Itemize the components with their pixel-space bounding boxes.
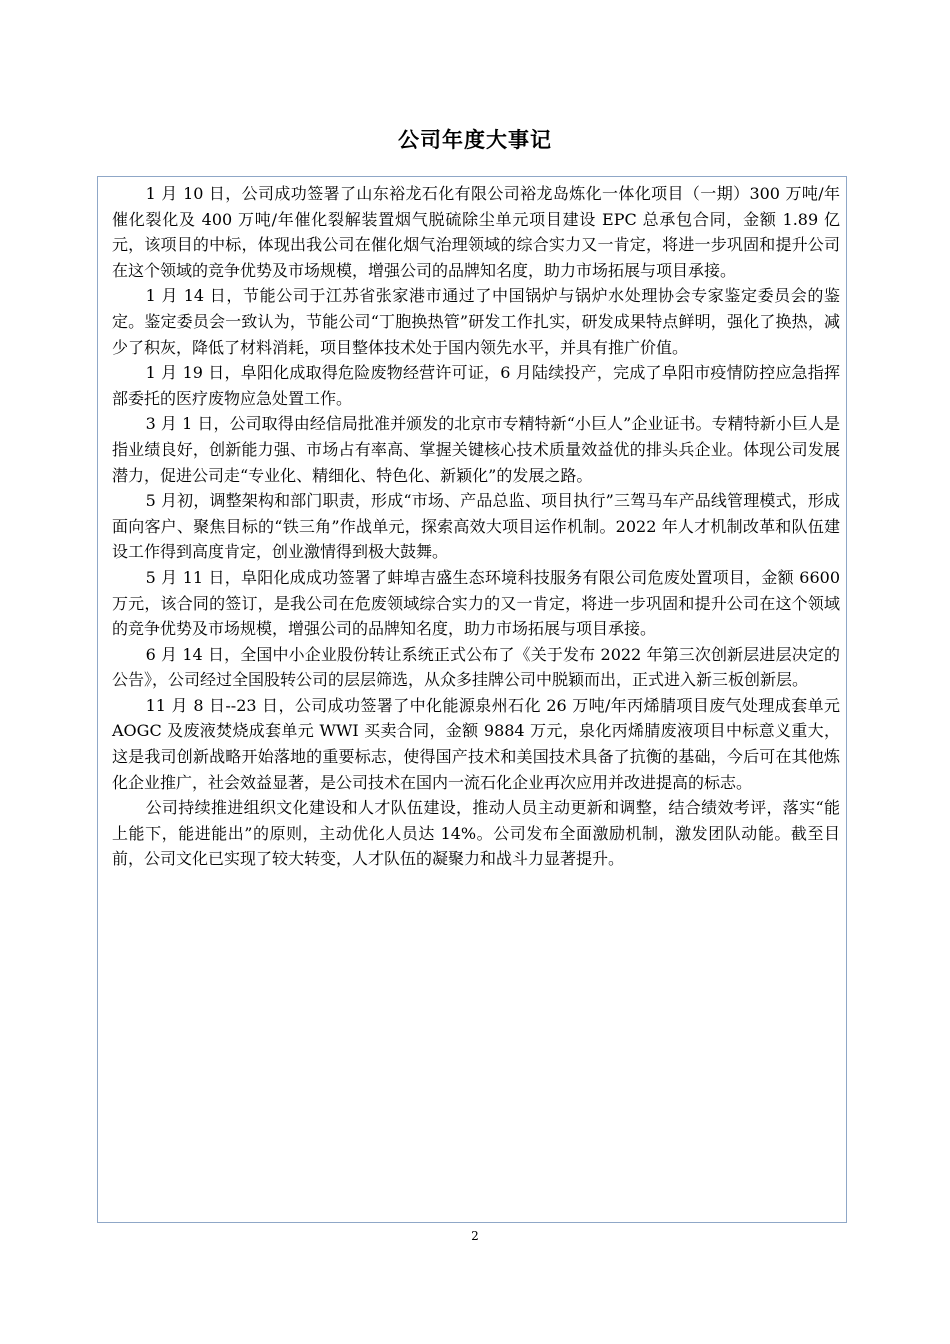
- event-paragraph-mar-1: 3 月 1 日，公司取得由经信局批准并颁发的北京市专精特新“小巨人”企业证书。专精特新小巨人是指业绩良好，创新能力强、市场占有率高、掌握关键核心技术质量效益优的排头兵企业。体现公司发展潜力，促进公司走“专业化、精细化、特色化、新颖化”的发展之路。: [112, 414, 840, 485]
- event-paragraph-nov-8: 11 月 8 日--23 日，公司成功签署了中化能源泉州石化 26 万吨/年丙烯腈项目废气处理成套单元 AOGC 及废液焚烧成套单元 WWI 买卖合同，金额 9884 万元，泉化丙烯腈废液项目中标意义重大，这是我司创新战略开始落地的重要标志，使得国产技术和美国技术具备了抗衡的基础，今后可在其他炼化企业推广，社会效益显著，是公司技术在国内一流石化企业再次应用并改进提高的标志。: [112, 695, 840, 792]
- event-paragraph-jan-10: 1 月 10 日，公司成功签署了山东裕龙石化有限公司裕龙岛炼化一体化项目（一期）300 万吨/年催化裂化及 400 万吨/年催化裂解装置烟气脱硫除尘单元项目建设 EPC 总承包合同，金额 1.89 亿元，该项目的中标，体现出我公司在催化烟气治理领域的综合实力又一肯定，将进一步巩固和提升公司在这个领域的竞争优势及市场规模，增强公司的品牌知名度，助力市场拓展与项目承接。: [112, 184, 840, 280]
- event-paragraph-jan-19: 1 月 19 日，阜阳化成取得危险废物经营许可证，6 月陆续投产，完成了阜阳市疫情防控应急指挥部委托的医疗废物应急处置工作。: [112, 363, 840, 408]
- event-paragraph-jun-14: 6 月 14 日，全国中小企业股份转让系统正式公布了《关于发布 2022 年第三次创新层进层决定的公告》，公司经过全国股转公司的层层筛选，从众多挂牌公司中脱颖而出，正式进入新三板创新层。: [112, 644, 840, 690]
- event-paragraph-may-11: 5 月 11 日，阜阳化成成功签署了蚌埠吉盛生态环境科技服务有限公司危废处置项目，金额 6600 万元，该合同的签订，是我公司在危废领域综合实力的又一肯定，将进一步巩固和提升公司在这个领域的竞争优势及市场规模，增强公司的品牌知名度，助力市场拓展与项目承接。: [112, 567, 840, 639]
- events-content-box: [97, 176, 847, 1223]
- page-number: 2: [471, 1229, 479, 1243]
- page-title: 公司年度大事记: [398, 128, 552, 152]
- event-paragraph-may-early: 5 月初，调整架构和部门职责，形成“市场、产品总监、项目执行”三驾马车产品线管理模式，形成面向客户、聚焦目标的“铁三角”作战单元，探索高效大项目运作机制。2022 年人才机制改革和队伍建设工作得到高度肯定，创业激情得到极大鼓舞。: [112, 491, 840, 562]
- event-paragraph-jan-14: 1 月 14 日，节能公司于江苏省张家港市通过了中国锅炉与锅炉水处理协会专家鉴定委员会的鉴定。鉴定委员会一致认为，节能公司“丁胞换热管”研发工作扎实，研发成果特点鲜明，强化了换热，减少了积灰，降低了材料消耗，项目整体技术处于国内领先水平，并具有推广价值。: [112, 286, 840, 357]
- event-paragraph-culture: 公司持续推进组织文化建设和人才队伍建设，推动人员主动更新和调整，结合绩效考评，落实“能上能下，能进能出”的原则，主动优化人员达 14%。公司发布全面激励机制，激发团队动能。截至目前，公司文化已实现了较大转变，人才队伍的凝聚力和战斗力显著提升。: [112, 798, 840, 869]
